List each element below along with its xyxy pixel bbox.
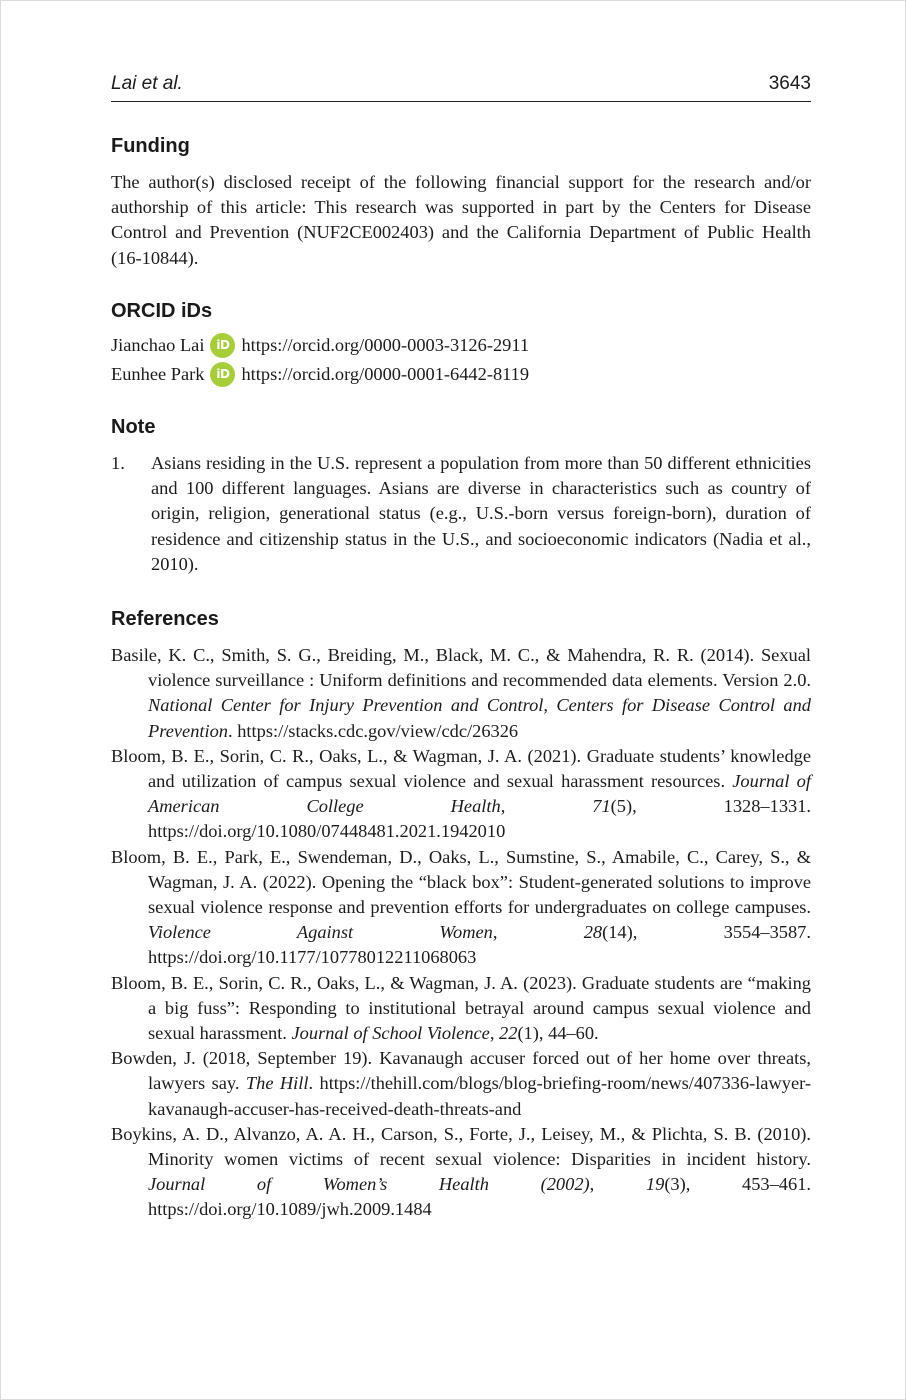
reference-item <box>111 1122 811 1223</box>
running-header <box>111 69 811 102</box>
note-heading: Note <box>111 416 156 438</box>
running-header-authors: Lai et al. <box>111 73 183 94</box>
reference-source: Violence Against Women <box>148 922 493 943</box>
orcid-author-name: Eunhee Park <box>111 364 205 384</box>
reference-text: (3), 453–461. https://doi.org/10.1089/jwh.2009.1484 <box>148 1174 811 1220</box>
reference-volume: 28 <box>583 922 603 943</box>
orcid-list <box>111 331 811 389</box>
orcid-icon: iD <box>210 362 235 387</box>
reference-text: . https://stacks.cdc.gov/view/cdc/26326 <box>228 720 519 741</box>
reference-source: Journal of Women’s Health (2002) <box>148 1174 590 1195</box>
reference-text: Bloom, B. E., Sorin, C. R., Oaks, L., & Wagman, J. A. (2021). Graduate students’ knowledge and utilization of campus sexual violence and sexual harassment resources. <box>111 745 811 792</box>
reference-text: Bloom, B. E., Park, E., Swendeman, D., Oaks, L., Sumstine, S., Amabile, C., Carey, S., & Wagman, J. A. (2022). Opening the “black box”: Student-generated solutions to improve sexual violence response and prevention efforts for undergraduates on college campuses. <box>111 846 811 918</box>
references-section <box>111 607 811 1223</box>
reference-text: Basile, K. C., Smith, S. G., Breiding, M., Black, M. C., & Mahendra, R. R. (2014). Sexual violence surveillance : Uniform definitions and recommended data elements. Version 2.0. <box>111 645 811 691</box>
reference-volume: 71 <box>592 796 611 817</box>
reference-item <box>111 643 811 744</box>
note-item <box>111 451 811 577</box>
reference-source: National Center for Injury Prevention and Control, Centers for Disease Control and Prevention <box>148 695 811 741</box>
funding-section <box>111 134 811 271</box>
references-heading: References <box>111 608 219 630</box>
orcid-link[interactable]: https://orcid.org/0000-0001-6442-8119 <box>241 364 530 384</box>
reference-text: . https://thehill.com/blogs/blog-briefing-room/news/407336-lawyer-kavanaugh-accuser-has-received-death-threats-and <box>148 1073 811 1119</box>
note-section <box>111 415 811 577</box>
reference-text: , <box>489 1023 500 1044</box>
reference-text: (5), 1328–1331. https://doi.org/10.1080/07448481.2021.1942010 <box>148 796 811 842</box>
funding-heading: Funding <box>111 135 190 157</box>
orcid-entry <box>111 331 811 360</box>
reference-text: (1), 44–60. <box>517 1023 599 1044</box>
funding-text: The author(s) disclosed receipt of the following financial support for the research and/or authorship of this article: This research was supported in part by the Centers for Disease Control and Prevention (NUF2CE002403) and the California Department of Public Health (16-10844). <box>111 172 811 268</box>
orcid-icon: iD <box>210 333 235 358</box>
note-number: 1. <box>111 453 125 473</box>
note-text: Asians residing in the U.S. represent a population from more than 50 different ethnicities and 100 different languages. Asians are diverse in characteristics such as country of origin, religion, generational status (e.g., U.S.-born versus foreign-born), duration of residence and citizenship status in the U.S., and socioeconomic indicators (Nadia et al., 2010). <box>151 453 811 574</box>
orcid-section <box>111 299 811 389</box>
orcid-link[interactable]: https://orcid.org/0000-0003-3126-2911 <box>241 335 530 355</box>
reference-item <box>111 1046 811 1122</box>
orcid-entry <box>111 360 811 389</box>
page-number: 3643 <box>768 73 811 94</box>
reference-text: , <box>500 796 593 817</box>
reference-item <box>111 845 811 971</box>
reference-source: Journal of School Violence <box>291 1023 490 1044</box>
reference-text: Bowden, J. (2018, September 19). Kavanaugh accuser forced out of her home over threats, lawyers say. <box>111 1048 811 1094</box>
reference-source: The Hill <box>245 1073 309 1094</box>
reference-volume: 22 <box>499 1023 518 1044</box>
reference-text: (14), 3554–3587. https://doi.org/10.1177/10778012211068063 <box>148 922 811 968</box>
reference-text: , <box>589 1174 646 1195</box>
orcid-heading: ORCID iDs <box>111 300 213 322</box>
reference-list <box>111 643 811 1223</box>
reference-text: Boykins, A. D., Alvanzo, A. A. H., Carson, S., Forte, J., Leisey, M., & Plichta, S. B. (2010). Minority women victims of recent sexual violence: Disparities in incident history. <box>111 1123 811 1170</box>
reference-text: , <box>492 922 584 943</box>
reference-text: Bloom, B. E., Sorin, C. R., Oaks, L., & Wagman, J. A. (2023). Graduate students are “making a big fuss”: Responding to institutional betrayal around campus sexual violence and sexual harassment. <box>111 972 811 1044</box>
reference-item <box>111 744 811 845</box>
orcid-author-name: Jianchao Lai <box>111 335 205 355</box>
reference-volume: 19 <box>645 1174 665 1195</box>
reference-source: Journal of American College Health <box>148 771 811 817</box>
reference-item <box>111 971 811 1047</box>
